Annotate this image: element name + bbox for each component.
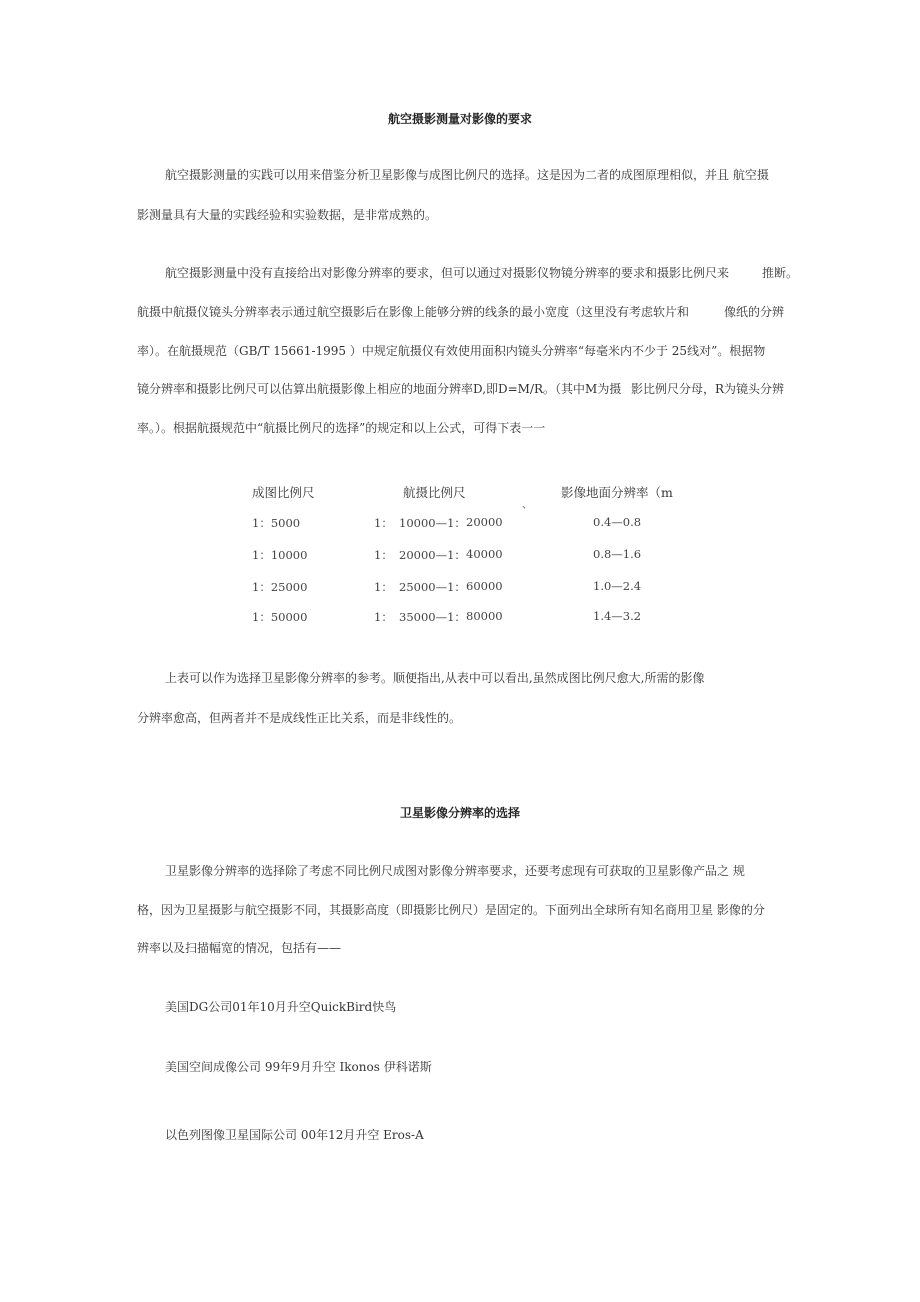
s1-p2-line1: 航空摄影测量中没有直接给出对影像分辨率的要求，但可以通过对摄影仪物镜分辨率的要求和摄影比例尺来 (165, 266, 730, 280)
s1-p1-line2: 影测量具有大量的实践经验和实验数据，是非常成熟的。 (137, 208, 438, 222)
table-header-aerial-scale: 航摄比例尺 (403, 485, 466, 500)
table-row-2-map: 1：10000 (252, 548, 308, 562)
table-row-1-res: 0.4—0.8 (593, 515, 642, 529)
table-row-4-aerial-c: 80000 (466, 609, 503, 623)
table-row-2-res: 0.8—1.6 (593, 547, 642, 561)
table-row-1-map: 1：5000 (252, 516, 301, 530)
table-row-3-res: 1.0—2.4 (593, 579, 642, 593)
table-row-2-aerial-a: 1： (374, 548, 393, 562)
table-row-1-aerial-b: 10000—1： (399, 516, 466, 530)
list-item-ikonos: 美国空间成像公司 99年9月升空 Ikonos 伊科诺斯 (165, 1060, 432, 1074)
section2-title: 卫星影像分辨率的选择 (400, 806, 521, 820)
table-header-ground-resolution: 影像地面分辨率（m (561, 485, 673, 500)
table-row-3-map: 1：25000 (252, 580, 308, 594)
table-row-4-aerial-a: 1： (374, 610, 393, 624)
stray-mark: 、 (522, 500, 532, 511)
s1-p2-line4: 镜分辨率和摄影比例尺可以估算出航摄影像上相应的地面分辨率D,即D=M/R。（其中M为摄 (137, 382, 622, 396)
s1-p2-line5: 率。）。根据航摄规范中“航摄比例尺的选择”的规定和以上公式，可得下表一一 (137, 421, 546, 435)
table-row-2-aerial-b: 20000—1： (399, 548, 466, 562)
s1-p2-line3: 率）。在航摄规范（GB/T 15661-1995 ）中规定航摄仪有效使用面积内镜头分辨率“每毫米内不少于 25线对”。根据物 (137, 344, 766, 358)
table-row-1-aerial-a: 1： (374, 516, 393, 530)
table-row-2-aerial-c: 40000 (466, 547, 503, 561)
s1-p2-line4-tail: 影比例尺分母，R为镜头分辨 (631, 382, 785, 396)
table-row-4-res: 1.4—3.2 (593, 609, 642, 623)
table-row-3-aerial-c: 60000 (466, 579, 503, 593)
s1-p1-line1: 航空摄影测量的实践可以用来借鉴分析卫星影像与成图比例尺的选择。这是因为二者的成图原理相似，并且 航空摄 (165, 168, 769, 182)
table-row-1-aerial-c: 20000 (466, 515, 503, 529)
s1-p2-line1-tail: 推断。 (762, 266, 799, 280)
table-row-4-map: 1：50000 (252, 610, 308, 624)
list-item-eros-a: 以色列图像卫星国际公司 00年12月升空 Eros-A (165, 1128, 424, 1142)
s2-p1-line3: 辨率以及扫描幅宽的情况，包括有—— (137, 941, 342, 955)
s1-p3-line1: 上表可以作为选择卫星影像分辨率的参考。顺便指出,从表中可以看出,虽然成图比例尺愈大,所需的影像 (165, 671, 705, 685)
s1-p3-line2: 分辨率愈高，但两者并不是成线性正比关系，而是非线性的。 (137, 711, 462, 725)
s1-p2-line2: 航摄中航摄仪镜头分辨率表示通过航空摄影后在影像上能够分辨的线条的最小宽度（这里没有考虑软片和 (137, 305, 690, 319)
s2-p1-line1: 卫星影像分辨率的选择除了考虑不同比例尺成图对影像分辨率要求，还要考虑现有可获取的卫星影像产品之 规 (165, 864, 745, 878)
table-row-3-aerial-a: 1： (374, 580, 393, 594)
s2-p1-line2: 格，因为卫星摄影与航空摄影不同，其摄影高度（即摄影比例尺）是固定的。下面列出全球所有知名商用卫星 影像的分 (137, 903, 765, 917)
list-item-quickbird: 美国DG公司01年10月升空QuickBird快鸟 (165, 1000, 397, 1014)
section1-title: 航空摄影测量对影像的要求 (388, 112, 533, 126)
s1-p2-line2-tail: 像纸的分辨 (724, 305, 785, 319)
table-row-4-aerial-b: 35000—1： (399, 610, 466, 624)
table-row-3-aerial-b: 25000—1： (399, 580, 466, 594)
table-header-map-scale: 成图比例尺 (252, 485, 315, 500)
